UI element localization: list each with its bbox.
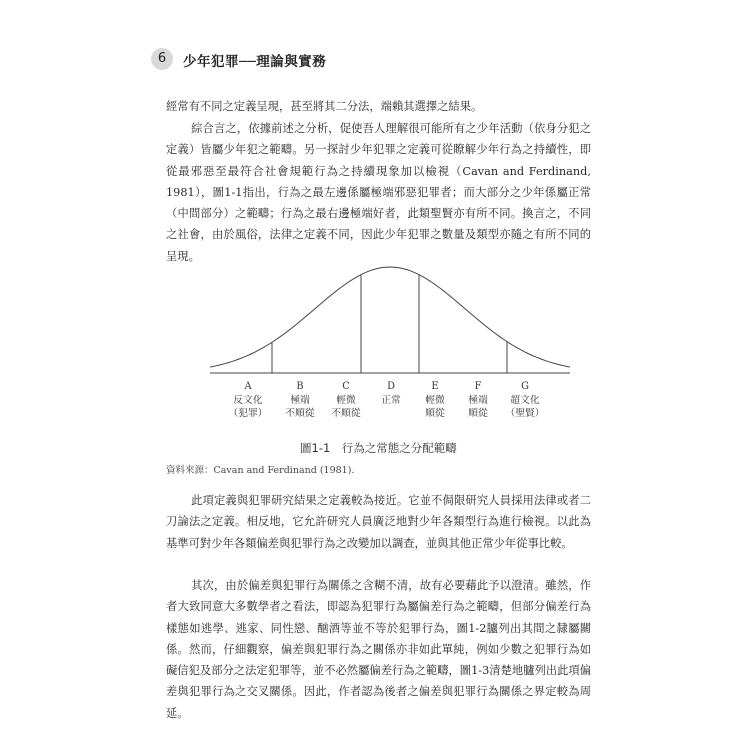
category-label-line1: 反文化 bbox=[233, 394, 263, 406]
category-label-letter: B bbox=[296, 381, 304, 392]
category-label-letter: E bbox=[431, 381, 439, 392]
category-label-letter: A bbox=[244, 381, 252, 392]
category-label bbox=[321, 380, 371, 421]
category-label-line1: 輕微 bbox=[336, 394, 356, 406]
category-label-line1: 極端 bbox=[468, 394, 488, 406]
paragraph-1: 經常有不同之定義呈現，甚至將其二分法，端賴其選擇之結果。 bbox=[166, 100, 483, 113]
category-label bbox=[223, 380, 273, 421]
paragraph-2: 綜合言之，依據前述之分析，促使吾人理解很可能所有之少年活動（依身分犯之定義）皆屬少年犯之範疇。另一探討少年犯罪之定義可從瞭解少年行為之持續性，即從最邪惡至最符合社會規範行為之持續現象加以檢視（Cavan and Ferdinand, 1981），圖1-1指出，行為之最左邊係屬極端邪惡犯罪者；而大部分之少年係屬正常（中間部分）之範疇；行為之最右邊極端好者，此類聖賢亦有所不同。換言之，不同之社會，由於風俗，法律之定義不同，因此少年犯罪之數量及類型亦隨之有所不同的呈現。 bbox=[166, 122, 591, 263]
figure-caption: 圖1-1 行為之常態之分配範疇 bbox=[300, 441, 457, 455]
category-label-line2: 不順從 bbox=[285, 408, 315, 419]
category-label-line2: （聖賢） bbox=[505, 408, 545, 419]
category-label-letter: C bbox=[342, 381, 350, 392]
figure-source: 資料來源：Cavan and Ferdinand (1981). bbox=[166, 465, 355, 476]
running-header bbox=[151, 48, 608, 74]
category-label-line1: 超文化 bbox=[510, 394, 540, 406]
bell-curve bbox=[210, 267, 570, 367]
category-label bbox=[500, 380, 550, 421]
category-label-line2: （犯罪） bbox=[228, 408, 268, 419]
category-label bbox=[453, 380, 503, 421]
category-label-line2: 順從 bbox=[468, 408, 488, 419]
page-number: 6 bbox=[151, 48, 173, 70]
category-label-line2 bbox=[366, 407, 416, 421]
category-label-letter: F bbox=[474, 381, 482, 392]
category-label-letter: G bbox=[521, 381, 529, 392]
figure-normal-distribution bbox=[210, 258, 570, 438]
category-label bbox=[275, 380, 325, 421]
paragraph-3: 此項定義與犯罪研究結果之定義較為接近。它並不侷限研究人員採用法律或者二刀論法之定義。相反地，它允許研究人員廣泛地對少年各類型行為進行檢視。以此為基準可對少年各類偏差與犯罪行為之改變加以調查，並與其他正常少年從事比較。 bbox=[166, 494, 591, 550]
category-dividers bbox=[272, 275, 507, 373]
category-label-letter: D bbox=[387, 381, 395, 392]
category-label-line1: 正常 bbox=[381, 394, 401, 406]
category-label-line2: 順從 bbox=[425, 408, 445, 419]
category-label-line1: 極端 bbox=[290, 394, 310, 406]
book-title: 少年犯罪──理論與實務 bbox=[183, 54, 327, 70]
category-label bbox=[366, 380, 416, 421]
paragraph-4: 其次，由於偏差與犯罪行為關係之含糊不清，故有必要藉此予以澄清。雖然，作者大致同意大多數學者之看法，即認為犯罪行為屬偏差行為之範疇，但部分偏差行為樣態如逃學、逃家、同性戀、酗酒等並不等於犯罪行為，圖1-2臚列出其間之隸屬關係。然而，仔細觀察，偏差與犯罪行為之關係亦非如此單純，例如少數之犯罪行為如礙信犯及部分之法定犯罪等，並不必然屬偏差行為之範疇，圖1-3清楚地臚列出此項偏差與犯罪行為之交叉關係。因此，作者認為後者之偏差與犯罪行為關係之界定較為周延。 bbox=[166, 579, 591, 720]
category-label-line1: 輕微 bbox=[425, 394, 445, 406]
category-label-line2: 不順從 bbox=[331, 408, 361, 419]
